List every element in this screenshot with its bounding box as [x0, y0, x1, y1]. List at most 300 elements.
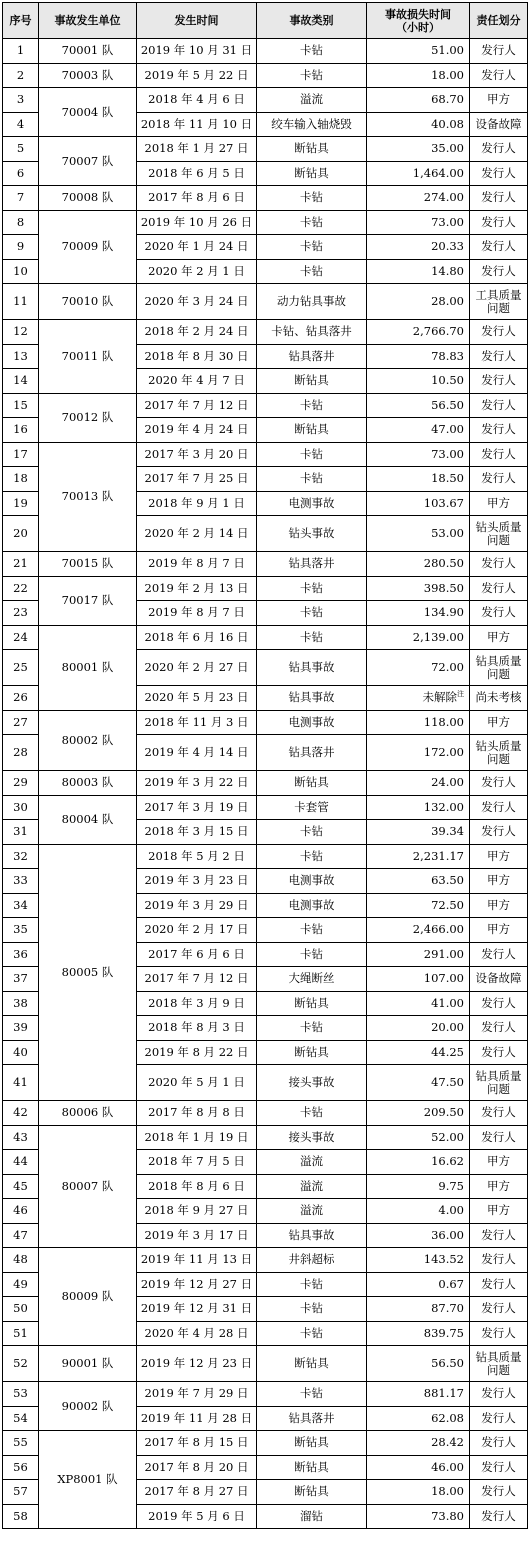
cell-date: 2019 年 8 月 7 日 — [137, 552, 257, 577]
cell-responsibility: 发行人 — [470, 576, 528, 601]
cell-no: 10 — [3, 259, 39, 284]
cell-loss-hours — [367, 710, 470, 735]
cell-category: 断钻具 — [257, 1346, 367, 1382]
cell-category: 电测事故 — [257, 869, 367, 894]
cell-responsibility: 发行人 — [470, 1223, 528, 1248]
cell-category: 卡钻 — [257, 442, 367, 467]
table-row — [3, 393, 528, 418]
cell-responsibility: 发行人 — [470, 1248, 528, 1273]
loss-hours-value: 18.00 — [431, 1484, 464, 1499]
cell-no: 6 — [3, 161, 39, 186]
loss-hours-value: 56.50 — [431, 397, 464, 412]
loss-hours-value: 20.33 — [431, 239, 464, 254]
cell-category: 卡钻 — [257, 259, 367, 284]
cell-responsibility: 发行人 — [470, 771, 528, 796]
cell-no: 40 — [3, 1040, 39, 1065]
accident-table — [2, 2, 528, 1529]
cell-responsibility: 发行人 — [470, 259, 528, 284]
cell-unit: 80006 队 — [39, 1101, 137, 1126]
cell-responsibility: 发行人 — [470, 442, 528, 467]
cell-category: 溜钻 — [257, 1504, 367, 1529]
cell-no: 39 — [3, 1016, 39, 1041]
cell-date: 2019 年 11 月 28 日 — [137, 1406, 257, 1431]
cell-loss-hours — [367, 1150, 470, 1175]
cell-responsibility: 发行人 — [470, 601, 528, 626]
cell-date: 2019 年 8 月 22 日 — [137, 1040, 257, 1065]
cell-loss-hours — [367, 63, 470, 88]
cell-category: 卡钻 — [257, 63, 367, 88]
cell-responsibility: 钻头质量问题 — [470, 516, 528, 552]
cell-no: 11 — [3, 284, 39, 320]
loss-hours-value: 73.00 — [431, 214, 464, 229]
cell-unit: 80004 队 — [39, 795, 137, 844]
cell-responsibility: 发行人 — [470, 552, 528, 577]
cell-loss-hours — [367, 442, 470, 467]
table-row — [3, 186, 528, 211]
cell-date: 2017 年 8 月 15 日 — [137, 1431, 257, 1456]
cell-date: 2019 年 3 月 22 日 — [137, 771, 257, 796]
loss-hours-value: 291.00 — [423, 946, 464, 961]
loss-hours-value: 35.00 — [431, 141, 464, 156]
cell-loss-hours — [367, 418, 470, 443]
cell-unit: 80001 队 — [39, 625, 137, 710]
cell-date: 2017 年 7 月 12 日 — [137, 393, 257, 418]
cell-no: 22 — [3, 576, 39, 601]
cell-category: 卡钻 — [257, 39, 367, 64]
cell-no: 9 — [3, 235, 39, 260]
cell-responsibility: 钻具质量问题 — [470, 650, 528, 686]
cell-loss-hours — [367, 1382, 470, 1407]
cell-loss-hours — [367, 88, 470, 113]
cell-date: 2018 年 6 月 5 日 — [137, 161, 257, 186]
cell-category: 钻具落井 — [257, 552, 367, 577]
cell-responsibility: 发行人 — [470, 161, 528, 186]
table-row — [3, 1346, 528, 1382]
loss-hours-value: 72.00 — [431, 660, 464, 674]
cell-loss-hours — [367, 344, 470, 369]
cell-category: 钻具事故 — [257, 1223, 367, 1248]
cell-no: 51 — [3, 1321, 39, 1346]
footnote-marker: 注 — [457, 690, 464, 699]
cell-loss-hours — [367, 369, 470, 394]
cell-date: 2020 年 5 月 23 日 — [137, 686, 257, 711]
table-row — [3, 1431, 528, 1456]
cell-no: 31 — [3, 820, 39, 845]
cell-responsibility: 甲方 — [470, 1174, 528, 1199]
cell-date: 2020 年 2 月 14 日 — [137, 516, 257, 552]
cell-date: 2019 年 4 月 24 日 — [137, 418, 257, 443]
cell-loss-hours — [367, 1016, 470, 1041]
loss-hours-value: 44.25 — [431, 1044, 464, 1059]
cell-loss-hours — [367, 1272, 470, 1297]
cell-loss-hours — [367, 284, 470, 320]
cell-loss-hours — [367, 112, 470, 137]
loss-hours-value: 63.50 — [431, 873, 464, 888]
cell-responsibility: 发行人 — [470, 369, 528, 394]
loss-hours-value: 56.50 — [431, 1356, 464, 1370]
cell-no: 8 — [3, 210, 39, 235]
table-row — [3, 1125, 528, 1150]
table-row — [3, 63, 528, 88]
table-row — [3, 625, 528, 650]
cell-loss-hours — [367, 1248, 470, 1273]
cell-no: 5 — [3, 137, 39, 162]
cell-loss-hours — [367, 991, 470, 1016]
loss-hours-value: 36.00 — [431, 1227, 464, 1242]
cell-loss-hours — [367, 1504, 470, 1529]
loss-hours-value: 2,466.00 — [412, 922, 464, 937]
cell-loss-hours — [367, 1065, 470, 1101]
cell-category: 断钻具 — [257, 1431, 367, 1456]
cell-date: 2019 年 5 月 22 日 — [137, 63, 257, 88]
cell-category: 卡钻 — [257, 625, 367, 650]
loss-hours-value: 40.08 — [431, 116, 464, 131]
header-category: 事故类别 — [257, 3, 367, 39]
cell-no: 24 — [3, 625, 39, 650]
cell-no: 7 — [3, 186, 39, 211]
cell-no: 35 — [3, 918, 39, 943]
loss-hours-value: 4.00 — [438, 1203, 464, 1218]
cell-unit: 70017 队 — [39, 576, 137, 625]
cell-loss-hours — [367, 1431, 470, 1456]
cell-no: 1 — [3, 39, 39, 64]
cell-responsibility: 发行人 — [470, 1431, 528, 1456]
cell-loss-hours — [367, 1455, 470, 1480]
cell-category: 卡钻 — [257, 820, 367, 845]
cell-loss-hours — [367, 820, 470, 845]
loss-hours-value: 20.00 — [431, 1020, 464, 1035]
cell-category: 卡钻 — [257, 393, 367, 418]
cell-category: 卡钻 — [257, 1101, 367, 1126]
cell-no: 19 — [3, 491, 39, 516]
loss-hours-value: 2,231.17 — [412, 848, 464, 863]
cell-no: 26 — [3, 686, 39, 711]
cell-category: 动力钻具事故 — [257, 284, 367, 320]
cell-responsibility: 甲方 — [470, 1150, 528, 1175]
cell-responsibility: 发行人 — [470, 1040, 528, 1065]
cell-loss-hours — [367, 1297, 470, 1322]
cell-responsibility: 发行人 — [470, 39, 528, 64]
cell-responsibility: 发行人 — [470, 137, 528, 162]
loss-hours-value: 78.83 — [431, 348, 464, 363]
loss-hours-value: 2,766.70 — [412, 324, 464, 339]
cell-loss-hours — [367, 467, 470, 492]
cell-category: 卡钻 — [257, 186, 367, 211]
cell-loss-hours — [367, 186, 470, 211]
cell-date: 2020 年 2 月 17 日 — [137, 918, 257, 943]
cell-loss-hours — [367, 39, 470, 64]
cell-responsibility: 发行人 — [470, 991, 528, 1016]
loss-hours-value: 0.67 — [438, 1276, 464, 1291]
loss-hours-value: 172.00 — [423, 745, 464, 759]
cell-responsibility: 发行人 — [470, 235, 528, 260]
cell-category: 钻具事故 — [257, 686, 367, 711]
table-row — [3, 552, 528, 577]
cell-date: 2018 年 3 月 9 日 — [137, 991, 257, 1016]
cell-unit: 70003 队 — [39, 63, 137, 88]
loss-hours-value: 280.50 — [423, 556, 464, 571]
loss-hours-value: 1,464.00 — [412, 165, 464, 180]
table-row — [3, 210, 528, 235]
cell-category: 断钻具 — [257, 1480, 367, 1505]
loss-hours-value: 132.00 — [423, 799, 464, 814]
cell-responsibility: 发行人 — [470, 1321, 528, 1346]
cell-responsibility: 工具质量问题 — [470, 284, 528, 320]
cell-loss-hours — [367, 967, 470, 992]
cell-unit: 90001 队 — [39, 1346, 137, 1382]
loss-hours-value: 274.00 — [423, 190, 464, 205]
loss-hours-value: 398.50 — [423, 580, 464, 595]
cell-date: 2019 年 12 月 27 日 — [137, 1272, 257, 1297]
cell-no: 29 — [3, 771, 39, 796]
cell-loss-hours — [367, 1174, 470, 1199]
cell-no: 54 — [3, 1406, 39, 1431]
cell-no: 30 — [3, 795, 39, 820]
cell-loss-hours — [367, 735, 470, 771]
cell-loss-hours — [367, 1406, 470, 1431]
cell-date: 2018 年 9 月 1 日 — [137, 491, 257, 516]
cell-loss-hours — [367, 686, 470, 711]
cell-unit: 70012 队 — [39, 393, 137, 442]
cell-no: 12 — [3, 320, 39, 345]
cell-unit: 70010 队 — [39, 284, 137, 320]
cell-no: 17 — [3, 442, 39, 467]
cell-category: 钻具事故 — [257, 650, 367, 686]
cell-responsibility: 甲方 — [470, 710, 528, 735]
loss-hours-value: 134.90 — [423, 605, 464, 620]
cell-unit: 70011 队 — [39, 320, 137, 394]
header-date: 发生时间 — [137, 3, 257, 39]
table-row — [3, 88, 528, 113]
cell-no: 3 — [3, 88, 39, 113]
cell-loss-hours — [367, 393, 470, 418]
cell-date: 2017 年 8 月 20 日 — [137, 1455, 257, 1480]
cell-category: 钻头事故 — [257, 516, 367, 552]
cell-loss-hours — [367, 259, 470, 284]
cell-unit: 80007 队 — [39, 1125, 137, 1248]
cell-responsibility: 发行人 — [470, 1297, 528, 1322]
cell-responsibility: 发行人 — [470, 418, 528, 443]
cell-no: 18 — [3, 467, 39, 492]
cell-responsibility: 尚未考核 — [470, 686, 528, 711]
cell-unit: 90002 队 — [39, 1382, 137, 1431]
cell-loss-hours — [367, 893, 470, 918]
table-row — [3, 39, 528, 64]
cell-no: 20 — [3, 516, 39, 552]
cell-loss-hours — [367, 516, 470, 552]
cell-responsibility: 钻头质量问题 — [470, 735, 528, 771]
cell-date: 2019 年 5 月 6 日 — [137, 1504, 257, 1529]
cell-loss-hours — [367, 1101, 470, 1126]
cell-responsibility: 设备故障 — [470, 112, 528, 137]
cell-category: 井斜超标 — [257, 1248, 367, 1273]
cell-date: 2019 年 12 月 31 日 — [137, 1297, 257, 1322]
cell-no: 27 — [3, 710, 39, 735]
table-row — [3, 576, 528, 601]
cell-date: 2019 年 3 月 29 日 — [137, 893, 257, 918]
cell-date: 2019 年 10 月 26 日 — [137, 210, 257, 235]
cell-category: 卡钻 — [257, 467, 367, 492]
loss-hours-value: 881.17 — [423, 1386, 464, 1401]
cell-category: 溢流 — [257, 88, 367, 113]
cell-responsibility: 发行人 — [470, 1101, 528, 1126]
cell-category: 卡钻 — [257, 210, 367, 235]
cell-category: 断钻具 — [257, 369, 367, 394]
cell-no: 13 — [3, 344, 39, 369]
cell-responsibility: 甲方 — [470, 869, 528, 894]
cell-category: 卡钻 — [257, 1016, 367, 1041]
cell-loss-hours — [367, 1321, 470, 1346]
loss-hours-value: 10.50 — [431, 373, 464, 388]
cell-date: 2019 年 3 月 17 日 — [137, 1223, 257, 1248]
cell-responsibility: 甲方 — [470, 1199, 528, 1224]
cell-date: 2020 年 4 月 7 日 — [137, 369, 257, 394]
loss-hours-value: 14.80 — [431, 263, 464, 278]
cell-no: 50 — [3, 1297, 39, 1322]
cell-no: 44 — [3, 1150, 39, 1175]
cell-responsibility: 甲方 — [470, 491, 528, 516]
cell-category: 接头事故 — [257, 1065, 367, 1101]
header-responsibility: 责任划分 — [470, 3, 528, 39]
loss-hours-value: 73.80 — [431, 1508, 464, 1523]
cell-category: 卡钻 — [257, 601, 367, 626]
cell-responsibility: 发行人 — [470, 1272, 528, 1297]
loss-hours-value: 209.50 — [423, 1105, 464, 1120]
cell-category: 断钻具 — [257, 161, 367, 186]
cell-date: 2018 年 5 月 2 日 — [137, 844, 257, 869]
cell-date: 2018 年 11 月 3 日 — [137, 710, 257, 735]
cell-unit: 70015 队 — [39, 552, 137, 577]
loss-hours-value: 9.75 — [438, 1178, 464, 1193]
cell-responsibility: 发行人 — [470, 1455, 528, 1480]
cell-loss-hours — [367, 918, 470, 943]
cell-no: 56 — [3, 1455, 39, 1480]
cell-date: 2017 年 3 月 19 日 — [137, 795, 257, 820]
cell-responsibility: 发行人 — [470, 1125, 528, 1150]
cell-category: 溢流 — [257, 1199, 367, 1224]
cell-loss-hours — [367, 1199, 470, 1224]
cell-category: 卡钻 — [257, 1382, 367, 1407]
cell-no: 2 — [3, 63, 39, 88]
loss-hours-value: 53.00 — [431, 526, 464, 540]
cell-responsibility: 甲方 — [470, 625, 528, 650]
cell-loss-hours — [367, 1480, 470, 1505]
cell-loss-hours — [367, 491, 470, 516]
cell-loss-hours — [367, 320, 470, 345]
cell-category: 卡套管 — [257, 795, 367, 820]
cell-date: 2019 年 12 月 23 日 — [137, 1346, 257, 1382]
cell-responsibility: 发行人 — [470, 467, 528, 492]
cell-no: 49 — [3, 1272, 39, 1297]
cell-no: 42 — [3, 1101, 39, 1126]
cell-category: 断钻具 — [257, 418, 367, 443]
cell-no: 4 — [3, 112, 39, 137]
header-row — [3, 3, 528, 39]
cell-responsibility: 发行人 — [470, 1406, 528, 1431]
cell-no: 52 — [3, 1346, 39, 1382]
cell-unit: 70007 队 — [39, 137, 137, 186]
loss-hours-value: 143.52 — [423, 1252, 464, 1267]
cell-category: 大绳断丝 — [257, 967, 367, 992]
cell-no: 28 — [3, 735, 39, 771]
loss-hours-value: 839.75 — [423, 1325, 464, 1340]
loss-hours-value: 41.00 — [431, 995, 464, 1010]
cell-responsibility: 发行人 — [470, 942, 528, 967]
cell-loss-hours — [367, 650, 470, 686]
loss-hours-value: 2,139.00 — [412, 629, 464, 644]
cell-loss-hours — [367, 1125, 470, 1150]
loss-hours-value: 87.70 — [431, 1301, 464, 1316]
cell-responsibility: 发行人 — [470, 795, 528, 820]
cell-loss-hours — [367, 601, 470, 626]
loss-hours-value: 39.34 — [431, 824, 464, 839]
cell-date: 2018 年 4 月 6 日 — [137, 88, 257, 113]
cell-category: 卡钻、钻具落井 — [257, 320, 367, 345]
cell-date: 2020 年 5 月 1 日 — [137, 1065, 257, 1101]
loss-hours-value: 46.00 — [431, 1459, 464, 1474]
cell-responsibility: 发行人 — [470, 1480, 528, 1505]
cell-responsibility: 发行人 — [470, 393, 528, 418]
cell-unit: 70008 队 — [39, 186, 137, 211]
cell-no: 25 — [3, 650, 39, 686]
loss-hours-value: 47.50 — [431, 1075, 464, 1089]
cell-loss-hours — [367, 1223, 470, 1248]
cell-category: 电测事故 — [257, 491, 367, 516]
table-header — [3, 3, 528, 39]
cell-responsibility: 发行人 — [470, 1504, 528, 1529]
cell-loss-hours — [367, 1346, 470, 1382]
cell-date: 2020 年 4 月 28 日 — [137, 1321, 257, 1346]
loss-hours-value: 28.42 — [431, 1435, 464, 1450]
cell-loss-hours — [367, 1040, 470, 1065]
cell-responsibility: 甲方 — [470, 88, 528, 113]
cell-loss-hours — [367, 235, 470, 260]
cell-date: 2017 年 6 月 6 日 — [137, 942, 257, 967]
cell-date: 2018 年 6 月 16 日 — [137, 625, 257, 650]
cell-responsibility: 发行人 — [470, 1016, 528, 1041]
cell-loss-hours — [367, 844, 470, 869]
cell-category: 卡钻 — [257, 1321, 367, 1346]
table-body — [3, 39, 528, 1529]
cell-category: 钻具落井 — [257, 735, 367, 771]
cell-no: 57 — [3, 1480, 39, 1505]
cell-no: 33 — [3, 869, 39, 894]
table-row — [3, 320, 528, 345]
cell-category: 绞车输入轴烧毁 — [257, 112, 367, 137]
cell-no: 23 — [3, 601, 39, 626]
cell-date: 2018 年 8 月 30 日 — [137, 344, 257, 369]
cell-unit: 80002 队 — [39, 710, 137, 771]
cell-unit: 70009 队 — [39, 210, 137, 284]
cell-responsibility: 发行人 — [470, 63, 528, 88]
cell-category: 卡钻 — [257, 235, 367, 260]
cell-date: 2019 年 7 月 29 日 — [137, 1382, 257, 1407]
cell-category: 断钻具 — [257, 1455, 367, 1480]
cell-responsibility: 发行人 — [470, 344, 528, 369]
cell-loss-hours — [367, 625, 470, 650]
cell-no: 46 — [3, 1199, 39, 1224]
cell-unit: 80003 队 — [39, 771, 137, 796]
cell-date: 2018 年 11 月 10 日 — [137, 112, 257, 137]
cell-loss-hours — [367, 795, 470, 820]
cell-date: 2020 年 2 月 1 日 — [137, 259, 257, 284]
cell-category: 卡钻 — [257, 844, 367, 869]
cell-unit: 80005 队 — [39, 844, 137, 1101]
cell-date: 2017 年 8 月 6 日 — [137, 186, 257, 211]
cell-responsibility: 钻具质量问题 — [470, 1065, 528, 1101]
cell-date: 2018 年 9 月 27 日 — [137, 1199, 257, 1224]
table-row — [3, 442, 528, 467]
